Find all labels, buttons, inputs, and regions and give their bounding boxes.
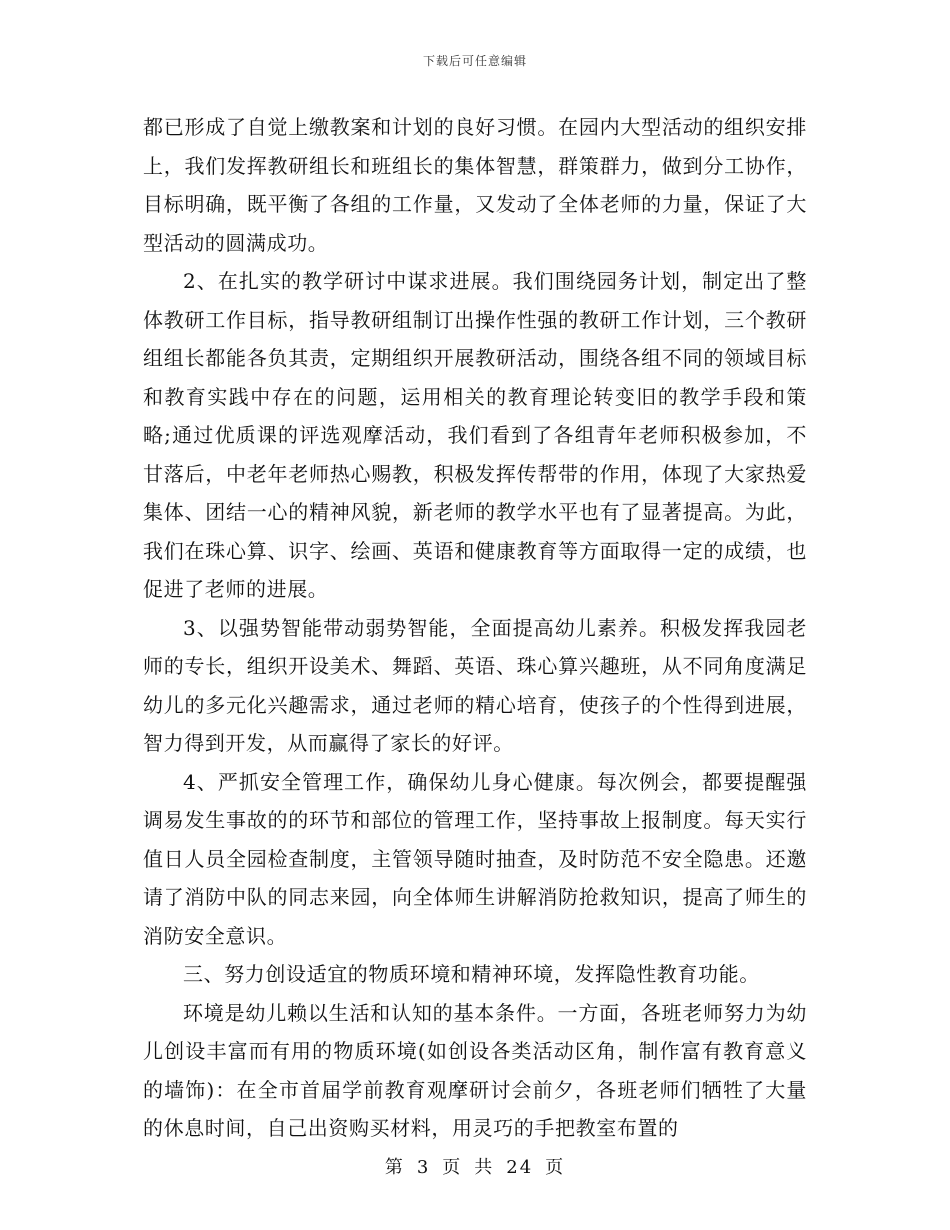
paragraph-5: 环境是幼儿赖以生活和认知的基本条件。一方面，各班老师努力为幼儿创设丰富而有用的物质环境(如创设各类活动区角，制作富有教育意义的墙饰)：在全市首届学前教育观摩研讨会前夕，各班老师们牺牲了大量的休息时间，自己出资购买材料，用灵巧的手把教室布置的 (143, 1000, 807, 1140)
section-heading: 三、努力创设适宜的物质环境和精神环境，发挥隐性教育功能。 (183, 962, 760, 986)
footer-total-number: 24 (506, 1157, 534, 1178)
page-footer (0, 1153, 950, 1179)
document-body (143, 108, 807, 1148)
paragraph-1: 都已形成了自觉上缴教案和计划的良好习惯。在园内大型活动的组织安排上，我们发挥教研组长和班组长的集体智慧，群策群力，做到分工协作，目标明确，既平衡了各组的工作量，又发动了全体老师的力量，保证了大型活动的圆满成功。 (143, 115, 807, 255)
paragraph-3: 3、以强势智能带动弱势智能，全面提高幼儿素养。积极发挥我园老师的专长，组织开设美术、舞蹈、英语、珠心算兴趣班，从不同角度满足幼儿的多元化兴趣需求，通过老师的精心培育，使孩子的个性得到进展，智力得到开发，从而赢得了家长的好评。 (143, 615, 807, 755)
paragraph-4: 4、严抓安全管理工作，确保幼儿身心健康。每次例会，都要提醒强调易发生事故的的环节和部位的管理工作，坚持事故上报制度。每天实行值日人员全园检查制度，主管领导随时抽查，及时防范不安全隐患。还邀请了消防中队的同志来园，向全体师生讲解消防抢救知识，提高了师生的消防安全意识。 (143, 769, 807, 948)
footer-page-label: 第 (384, 1157, 405, 1178)
page-header: 下载后可任意编辑 (422, 54, 527, 68)
paragraph-2: 2、在扎实的教学研讨中谋求进展。我们围绕园务计划，制定出了整体教研工作目标，指导教研组制订出操作性强的教研工作计划，三个教研组组长都能各负其责，定期组织开展教研活动，围绕各组不同的领域目标和教育实践中存在的问题，运用相关的教育理论转变旧的教学手段和策略;通过优质课的评选观摩活动，我们看到了各组青年老师积极参加，不甘落后，中老年老师热心赐教，积极发挥传帮带的作用，体现了大家热爱集体、团结一心的精神风貌，新老师的教学水平也有了显著提高。为此，我们在珠心算、识字、绘画、英语和健康教育等方面取得一定的成绩，也促进了老师的进展。 (143, 269, 807, 601)
footer-total-label: 共 (474, 1157, 495, 1178)
footer-total-word: 页 (545, 1157, 566, 1178)
footer-page-number: 3 (416, 1157, 431, 1178)
footer-page-word: 页 (442, 1157, 463, 1178)
